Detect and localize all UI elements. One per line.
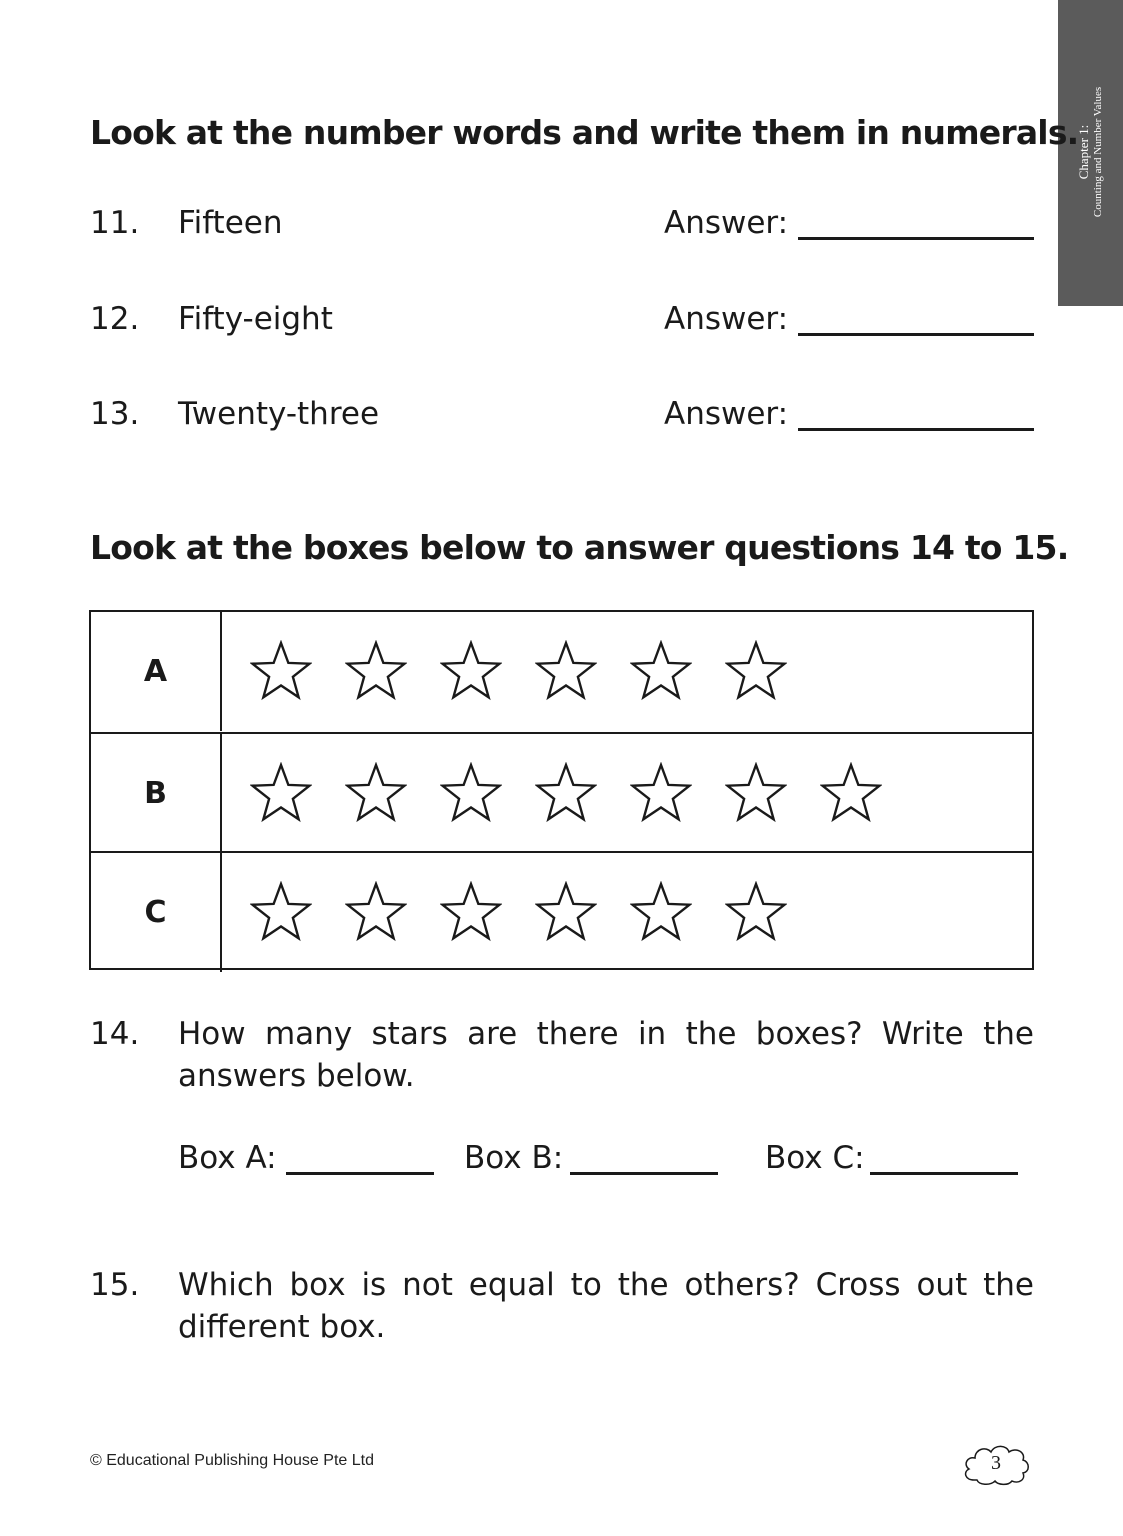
question-text: Fifteen: [178, 205, 283, 241]
star-cell: [222, 734, 1032, 853]
star-cell: [222, 612, 1032, 731]
star-boxes-table: [89, 610, 1034, 970]
answer-label: Box B:: [464, 1140, 564, 1176]
answer-blank-line[interactable]: [870, 1172, 1018, 1175]
chapter-side-tab: [1058, 0, 1123, 306]
star-icon: [535, 881, 597, 943]
question-11: [90, 205, 1034, 245]
answer-blank-line[interactable]: [798, 237, 1034, 240]
chapter-tab-line1: Chapter 1:: [1076, 124, 1091, 180]
star-icon: [630, 762, 692, 824]
answer-blank-line[interactable]: [798, 428, 1034, 431]
star-icon: [345, 881, 407, 943]
answer-blank-line[interactable]: [570, 1172, 718, 1175]
question-text: Which box is not equal to the others? Cross out the different box.: [178, 1267, 1034, 1345]
answer-blank-line[interactable]: [798, 333, 1034, 336]
section2-heading: Look at the boxes below to answer questions 14 to 15.: [90, 528, 1069, 567]
question-15: [90, 1264, 1034, 1354]
chapter-tab-line2: Counting and Number Values: [1092, 86, 1104, 218]
chapter-tab-text: [1076, 87, 1106, 217]
answer-label: Box A:: [178, 1140, 277, 1176]
question-13: [90, 396, 1034, 436]
box-row-b: [91, 732, 1032, 853]
question-14: [90, 1013, 1034, 1103]
section1-heading: Look at the number words and write them in numerals.: [90, 113, 1079, 152]
question-number: 11.: [90, 205, 140, 241]
box-row-a: [91, 612, 1032, 731]
star-icon: [345, 762, 407, 824]
star-icon: [535, 640, 597, 702]
star-icon: [440, 762, 502, 824]
star-icon: [535, 762, 597, 824]
star-icon: [440, 640, 502, 702]
star-icon: [250, 881, 312, 943]
answer-blank-line[interactable]: [286, 1172, 434, 1175]
question-number: 14.: [90, 1016, 140, 1052]
copyright-text: © Educational Publishing House Pte Ltd: [90, 1452, 374, 1469]
star-icon: [250, 640, 312, 702]
box-row-c: [91, 851, 1032, 972]
star-icon: [820, 762, 882, 824]
star-cell: [222, 853, 1032, 972]
answer-label: Answer:: [664, 301, 789, 337]
answer-label: Answer:: [664, 205, 789, 241]
question-text: Twenty-three: [178, 396, 380, 432]
question-text: Fifty-eight: [178, 301, 333, 337]
box-label: C: [91, 853, 222, 972]
star-icon: [250, 762, 312, 824]
question-12: [90, 301, 1034, 341]
star-icon: [630, 881, 692, 943]
page-number: 3: [991, 1451, 1001, 1474]
star-icon: [725, 640, 787, 702]
star-icon: [725, 881, 787, 943]
star-icon: [440, 881, 502, 943]
box-label: A: [91, 612, 222, 731]
answer-label: Box C:: [765, 1140, 865, 1176]
box-label: B: [91, 734, 222, 853]
star-icon: [630, 640, 692, 702]
question-number: 15.: [90, 1267, 140, 1303]
question-number: 12.: [90, 301, 140, 337]
star-icon: [345, 640, 407, 702]
question-text: How many stars are there in the boxes? Write the answers below.: [178, 1016, 1034, 1094]
question-number: 13.: [90, 396, 140, 432]
answer-label: Answer:: [664, 396, 789, 432]
star-icon: [725, 762, 787, 824]
